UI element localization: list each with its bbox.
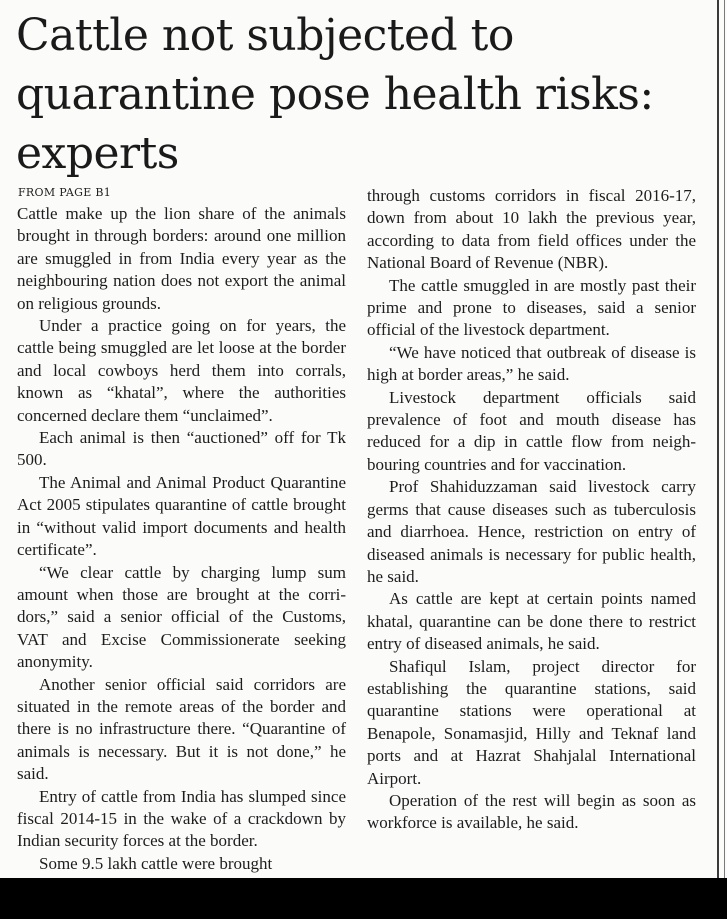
paragraph: through customs corridors in fiscal 2016-17, down from about 10 lakh the previous year, according to data from field offices under the National Board of Revenue (NBR).	[367, 186, 696, 273]
paragraph: The Animal and Animal Product Quarantine Act 2005 stipulates quarantine of cattle brought in “without valid import documents and health certificate”.	[17, 472, 346, 560]
paragraph: Shafiqul Islam, project director for establishing the quarantine stations, said quarantine stations were operational at Benapole, Sonamasjid, Hilly and Teknaf land ports and at Hazrat Shahjalal International Airport.	[367, 656, 696, 788]
continued-from-label: FROM PAGE B1	[18, 186, 112, 199]
paragraph: Under a practice going on for years, the cattle being smuggled are let loose at the border and local cowboys herd them into corrals, known as “khatal”, where the authorities concerned declare them “unclaimed”.	[17, 316, 346, 425]
column-rule	[724, 0, 725, 878]
paragraph: Each animal is then “auctioned” off for Tk 500.	[17, 428, 346, 470]
column-rule	[717, 0, 719, 878]
paragraph: Livestock department officials said prevalence of foot and mouth disease has reduced for a dip in cattle flow from neighbouring countries and for vaccination.	[367, 387, 696, 474]
paragraph: As cattle are kept at certain points named khatal, quarantine can be done there to restrict entry of diseased animals, he said.	[367, 589, 696, 654]
paragraph: Entry of cattle from India has slumped since fiscal 2014-15 in the wake of a crackdown by Indian security forces at the border.	[17, 786, 346, 851]
headline: Cattle not subjected to quarantine pose health risks: experts	[16, 10, 654, 179]
scan-border	[0, 878, 727, 919]
paragraph: “We have noticed that outbreak of disease is high at border areas,” he said.	[367, 342, 696, 385]
article-column-left	[17, 203, 346, 875]
paragraph: Some 9.5 lakh cattle were brought	[39, 853, 273, 873]
paragraph: “We clear cattle by charging lump sum amount when those are brought at the corridors,” said a senior official of the Customs, VAT and Excise Commissionerate seeking anonymity.	[17, 562, 346, 672]
paragraph: The cattle smuggled in are mostly past their prime and prone to diseases, said a senior official of the livestock department.	[367, 275, 696, 340]
paragraph: Cattle make up the lion share of the animals brought in through borders: around one million are smuggled in from India every year as the neighbouring nation does not export the animal on religious grounds.	[17, 204, 346, 313]
paragraph: Another senior official said corridors are situated in the remote areas of the border and there is no infrastructure there. “Quarantine of animals is necessary. But it is not done,” he said.	[17, 674, 346, 784]
paragraph: Operation of the rest will begin as soon as workforce is available, he said.	[367, 790, 696, 833]
paragraph: Prof Shahiduzzaman said livestock carry germs that cause diseases such as tuberculosis and diarrhoea. Hence, restriction on entry of diseased animals is necessary for public health, he said.	[367, 477, 696, 586]
article-column-right	[367, 185, 696, 835]
